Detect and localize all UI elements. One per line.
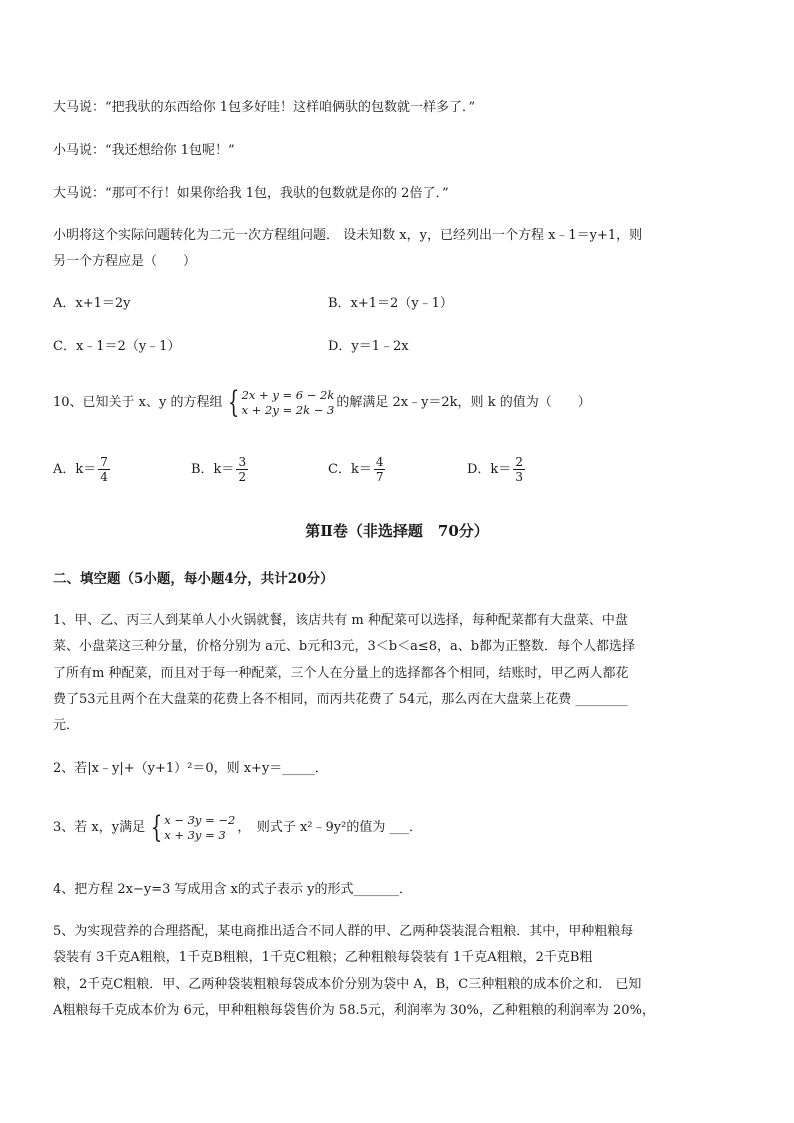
q10-option-c (328, 455, 385, 484)
q10-option-d-label: D．k＝ (467, 461, 512, 477)
q10-equation-1: 2x + y = 6 − 2k (241, 388, 335, 402)
q10-option-c-label: C．k＝ (328, 461, 372, 477)
q10-option-b-label: B．k＝ (191, 461, 235, 477)
fill-q3-prefix: 3、若 x，y满足 (53, 820, 146, 835)
q10-option-a-denominator: 4 (100, 470, 108, 484)
q10-option-c-numerator: 4 (375, 455, 384, 469)
fill-q1-line-4: 费了53元且两个在大盘菜的花费上各不相同，而丙共花费了 54元，那么丙在大盘菜上花费 ________ (53, 692, 628, 707)
q10-suffix: 的解满足 2x﹣y＝2k，则 k 的值为（ ） (336, 395, 591, 410)
q9-option-c: C．x﹣1＝2（y﹣1） (53, 339, 181, 354)
q10-option-c-denominator: 7 (375, 470, 384, 484)
fill-q1-line-3: 了所有m 种配菜，而且对于每一种配菜，三个人在分量上的选择都各个相同，结账时，甲乙两人都花 (53, 666, 629, 681)
q9-dialogue-line-1: 大马说：“把我驮的东西给你 1包多好哇！这样咱俩驮的包数就一样多了．” (53, 100, 476, 115)
q9-option-b: B．x+1＝2（y﹣1） (328, 296, 453, 311)
q10-brace: { (228, 385, 240, 420)
q9-question-line-2: 另一个方程应是（ ） (53, 254, 197, 269)
q10-option-a-numerator: 7 (100, 455, 108, 469)
fill-q3-brace: { (150, 810, 163, 845)
fill-q3 (53, 808, 422, 848)
fill-q3-equation-2: x + 3y = 3 (164, 828, 226, 842)
q10-equation-2: x + 2y = 2k − 3 (241, 403, 335, 417)
fill-q2: 2、若|x﹣y|+（y+1）²＝0，则 x+y＝_____． (53, 761, 328, 776)
fill-q3-suffix: ， 则式子 x²﹣9y²的值为 ___． (237, 820, 422, 835)
q10-equation-system (224, 385, 335, 420)
q10-option-b-denominator: 2 (238, 470, 247, 484)
q10-question (53, 383, 591, 423)
q9-dialogue-line-3: 大马说：“那可不行！如果你给我 1包，我驮的包数就是你的 2倍了．” (53, 186, 449, 201)
q10-option-b-numerator: 3 (238, 455, 247, 469)
fill-q5-line-3: 粮，2千克C粗粮．甲、乙两种袋装粗粮每袋成本价分别为袋中 A，B，C三种粗粮的成本价之和． 已知 (53, 977, 642, 992)
fill-q1-line-5: 元． (53, 718, 80, 733)
fill-q3-equation-1: x − 3y = −2 (164, 813, 236, 827)
fill-in-section-heading: 二、填空题（5小题，每小题4分，共计20分） (53, 571, 334, 587)
part-ii-title: 第Ⅱ卷（非选择题 70分） (305, 522, 489, 540)
fill-q1-line-2: 菜、小盘菜这三种分量，价格分别为 a元、b元和3元，3＜b＜a≤8，a、b都为正整数．每个人都选择 (53, 639, 636, 654)
q10-prefix: 10、已知关于 x、y 的方程组 (53, 395, 223, 410)
q9-question-line-1: 小明将这个实际问题转化为二元一次方程组问题． 设未知数 x，y，已经列出一个方程 x﹣1＝y+1，则 (53, 228, 643, 243)
q10-option-a-label: A．k＝ (53, 461, 97, 477)
fill-q1-line-1: 1、甲、乙、丙三人到某单人小火锅就餐，该店共有 m 种配菜可以选择，每种配菜都有大盘菜、中盘 (53, 613, 628, 628)
fill-q5-line-1: 5、为实现营养的合理搭配，某电商推出适合不同人群的甲、乙两种袋装混合粗粮．其中，甲种粗粮每 (53, 924, 634, 939)
fill-q3-equation-system (147, 810, 236, 845)
q9-option-d: D．y＝1﹣2x (328, 339, 409, 354)
q10-option-a (53, 455, 110, 484)
fill-q5-line-4: A粗粮每千克成本价为 6元，甲种粗粮每袋售价为 58.5元，利润率为 30%，乙种粗粮的利润率为 20%， (53, 1003, 655, 1018)
q10-option-b (191, 455, 248, 484)
q9-dialogue-line-2: 小马说：“我还想给你 1包呢！” (53, 143, 235, 158)
q10-option-d-denominator: 3 (515, 470, 523, 484)
q10-option-d-numerator: 2 (515, 455, 523, 469)
q10-option-d (467, 455, 525, 484)
fill-q4: 4、把方程 2x−y=3 写成用含 x的式子表示 y的形式_______． (53, 882, 412, 897)
q9-option-a: A．x+1＝2y (53, 296, 131, 311)
fill-q5-line-2: 袋装有 3千克A粗粮，1千克B粗粮，1千克C粗粮；乙种粗粮每袋装有 1千克A粗粮，2千克B粗 (53, 950, 593, 965)
